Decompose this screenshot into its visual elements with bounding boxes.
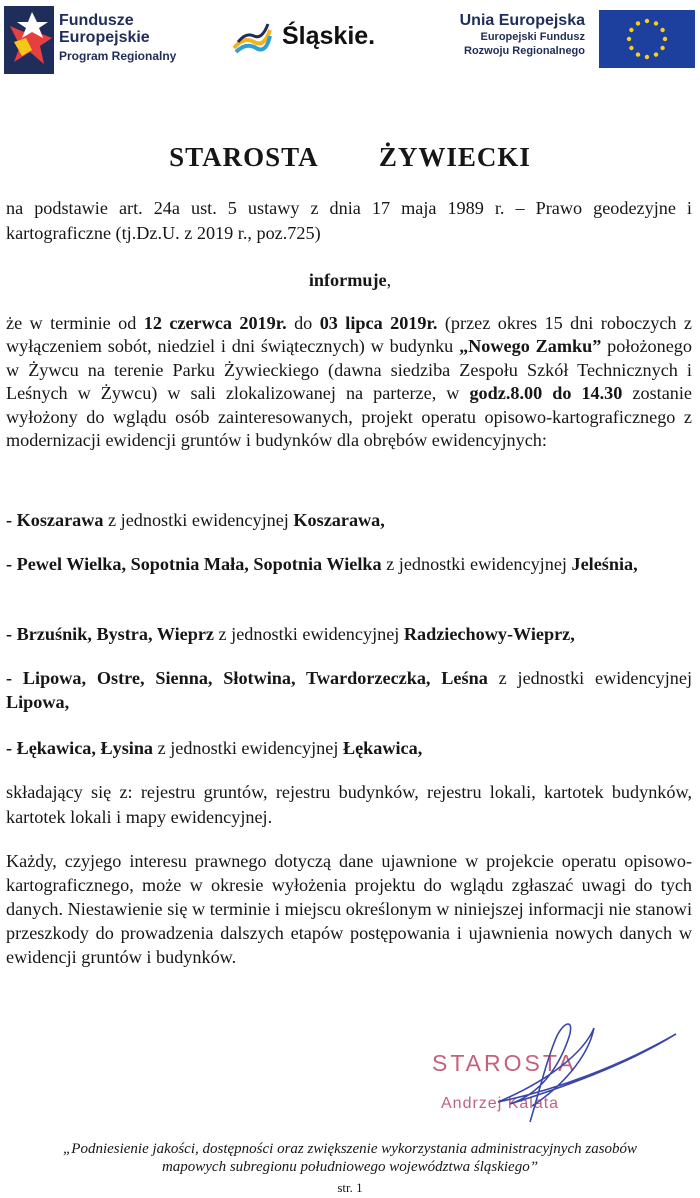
ue-fund-line2: Rozwoju Regionalnego	[464, 45, 585, 57]
notice-text-4: położonego w Żywcu na terenie Parku Żywieckiego (dawna siedziba Zespołu Szkół Technicznych i Leśnych w Żywcu) w sali zlokalizowanej na parterze, w	[6, 336, 692, 404]
footer-project-title	[0, 1140, 700, 1176]
list-item	[6, 508, 692, 532]
notice-start-date: 12 czerwca 2019r.	[143, 313, 287, 333]
list-connector: z jednostki ewidencyjnej	[103, 510, 294, 530]
list-connector: z jednostki ewidencyjnej	[487, 668, 693, 688]
eu-flag-icon	[599, 10, 695, 68]
fe-title-line1: Fundusze	[59, 12, 134, 29]
notice-building: „Nowego Zamku”	[459, 336, 602, 357]
rights-paragraph: Każdy, czyjego interesu prawnego dotyczą dane ujawnione w projekcie operatu opisowo-kartograficznego, może w okresie wyłożenia projektu do wglądu zgłaszać uwagi do tych danych. Niestawienie się w terminie i miejscu określonym w niniejszej informacji nie stanowi przeszkody do prowadzenia dalszych etapów postępowania i ujawnienia nowych danych w ewidencji gruntów i budynków.	[6, 851, 692, 967]
ue-title: Unia Europejska	[459, 12, 585, 29]
footer-line2: mapowych subregionu południowego województwa śląskiego”	[161, 1159, 539, 1175]
composition-paragraph: składający się z: rejestru gruntów, rejestru budynków, rejestru lokali, kartotek budynków, kartotek lokali i mapy ewidencyjnej.	[6, 782, 692, 827]
starosta-stamp: STAROSTA	[432, 1050, 577, 1076]
document-title: STAROSTA ŻYWIECKI	[169, 142, 531, 172]
list-precincts: - Brzuśnik, Bystra, Wieprz	[6, 624, 214, 644]
fundusze-europejskie-logo	[4, 6, 194, 74]
unia-europejska-logo	[425, 8, 695, 72]
informuje-comma: ,	[386, 270, 392, 290]
notice-end-date: 03 lipca 2019r.	[319, 313, 438, 333]
intro-paragraph: na podstawie art. 24a ust. 5 ustawy z dnia 17 maja 1989 r. – Prawo geodezyjne i kartograficzne (tj.Dz.U. z 2019 r., poz.725)	[6, 198, 692, 243]
page-number: str. 1	[337, 1180, 363, 1195]
list-item	[6, 622, 692, 646]
list-connector: z jednostki ewidencyjnej	[213, 624, 404, 644]
list-unit: Koszarawa,	[293, 510, 385, 530]
list-unit: Radziechowy-Wieprz,	[403, 624, 575, 644]
starosta-name: Andrzej Kalata	[441, 1095, 560, 1112]
list-precincts: - Pewel Wielka, Sopotnia Mała, Sopotnia Wielka	[6, 554, 382, 574]
fe-title-line2: Europejskie	[59, 29, 150, 46]
informuje-heading	[0, 270, 700, 291]
list-item	[6, 552, 692, 576]
slaskie-logo	[232, 20, 392, 60]
footer-line1: „Podniesienie jakości, dostępności oraz zwiększenie wykorzystania administracyjnych zasobów	[62, 1141, 638, 1157]
notice-text-1: że w terminie od	[6, 313, 144, 333]
informuje-word: informuje	[308, 270, 387, 290]
handwritten-signature	[380, 1010, 680, 1130]
notice-text-3: (przez okres 15 dni roboczych z wyłączeniem sobót, niedziel i dni świątecznych) w budynku	[6, 313, 692, 357]
slaskie-waves-icon	[232, 22, 272, 56]
notice-paragraph	[6, 312, 692, 452]
notice-text-5: zostanie wyłożony do wglądu osób zainteresowanych, projekt operatu opisowo-kartograficznego z modernizacji ewidencji gruntów i budynków dla obrębów ewidencyjnych:	[6, 383, 692, 451]
list-unit: Jeleśnia,	[571, 554, 638, 574]
list-precincts: - Koszarawa	[6, 510, 104, 530]
fe-subtitle: Program Regionalny	[59, 49, 177, 63]
list-item	[6, 736, 692, 760]
list-connector: z jednostki ewidencyjnej	[153, 738, 343, 758]
list-connector: z jednostki ewidencyjnej	[381, 554, 572, 574]
notice-hours: godz.8.00 do 14.30	[469, 383, 623, 404]
list-item	[6, 666, 692, 714]
list-precincts: - Łękawica, Łysina	[6, 738, 154, 758]
fe-star-icon	[4, 6, 54, 74]
list-precincts: - Lipowa, Ostre, Sienna, Słotwina, Twardorzeczka, Leśna	[6, 668, 488, 688]
list-unit: Lipowa,	[6, 692, 70, 712]
ue-fund-line1: Europejski Fundusz	[480, 31, 585, 43]
slaskie-wordmark: Śląskie.	[282, 22, 376, 50]
notice-text-2: do	[286, 313, 320, 333]
list-unit: Łękawica,	[342, 738, 423, 758]
